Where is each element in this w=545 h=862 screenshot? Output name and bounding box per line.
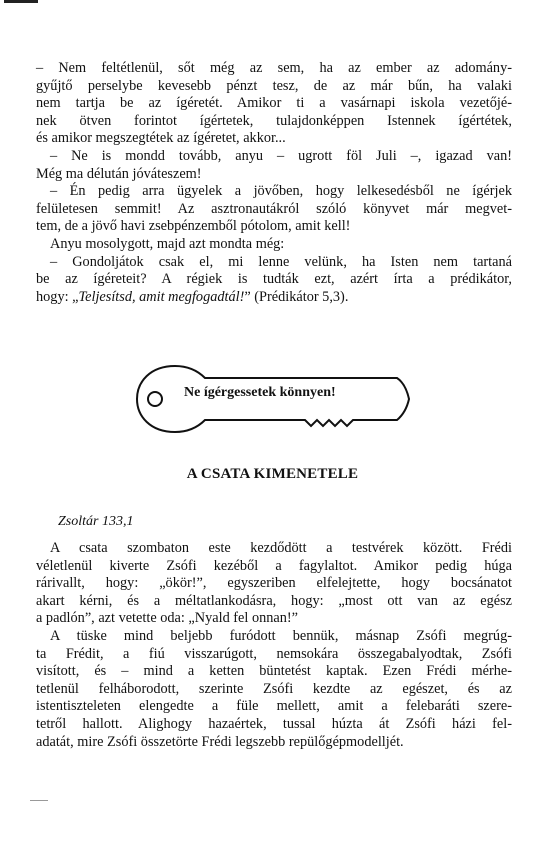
intro-lines-line: tem, de a jövő havi zsebpénzemből pótolom, amit kell! xyxy=(36,218,351,235)
story-lines-line: visított, és – mind a ketten büntetést kaptak. Ezen Frédi mérhe- xyxy=(36,663,512,680)
intro-lines-line: – Ne is mondd tovább, anyu – ugrott föl Juli –, igazad van! xyxy=(50,147,512,164)
intro-lines-line: nem tartja be az ígéretét. Amikor ti a vasárnapi iskola vezetőjé- xyxy=(36,95,512,112)
story-lines-line: tetről hallott. Alighogy hazaértek, tussal húzta át Zsófi házi fel- xyxy=(36,715,512,732)
story-text xyxy=(36,540,512,751)
intro-paragraph xyxy=(36,60,512,306)
intro-lines-line: – Nem feltétlenül, sőt még az sem, ha az ember az adomány- xyxy=(36,60,512,76)
story-lines-line: A csata szombaton este kezdődött a testvérek között. Frédi xyxy=(50,540,512,556)
story-lines-line: adatát, mire Zsófi összetörte Frédi legszebb repülőgépmodelljét. xyxy=(36,733,404,750)
intro-lines-line: hogy: „Teljesítsd, amit megfogadtál!” (Prédikátor 5,3). xyxy=(36,288,349,305)
story-paragraph xyxy=(36,540,512,751)
intro-text xyxy=(36,60,512,306)
intro-lines-line: be az ígéreteit? A régiek is tudták ezt, azért írta a prédikátor, xyxy=(36,271,512,288)
key-hole-icon xyxy=(148,392,162,406)
story-lines-line: tetlenül felháborodott, szerinte Zsófi kezdte az egészet, és az xyxy=(36,680,512,697)
story-lines-line: A tüske mind beljebb furódott bennük, másnap Zsófi megrúg- xyxy=(50,627,512,644)
story-lines-line: istentiszteleten elengedte a füle mellett, amit a felebaráti szere- xyxy=(36,698,512,715)
intro-lines-line: és amikor megszegtétek az ígéretet, akkor... xyxy=(36,130,286,147)
intro-lines-line: nek ötven forintot ígértetek, tulajdonképpen Istennek ígértétek, xyxy=(36,112,512,129)
intro-lines-line: – Gondoljátok csak el, mi lenne velünk, ha Isten nem tartaná xyxy=(50,253,512,270)
key-illustration xyxy=(135,360,415,438)
story-lines-line: ta Frédit, a fiú visszarúgott, nemsokára összegabalyodtak, Zsófi xyxy=(36,645,512,662)
story-lines-line: akart kérni, és a méltatlankodásra, hogy: „most ott van az egész xyxy=(36,592,512,609)
bible-reference: Zsoltár 133,1 xyxy=(58,514,134,529)
story-lines-line: rárivallt, hogy: „ökör!”, egyszeriben elfelejtette, hogy bocsánatot xyxy=(36,575,512,592)
section-heading: A CSATA KIMENETELE xyxy=(186,466,359,482)
key-motto: Ne ígérgessetek könnyen! xyxy=(184,385,336,400)
scan-edge-mark xyxy=(4,0,38,3)
intro-lines-line: – Én pedig arra ügyelek a jövőben, hogy lelkesedésből ne ígérjek xyxy=(50,183,512,200)
story-lines-line: a padlón”, azt vetette oda: „Nyald fel onnan!” xyxy=(36,610,298,627)
intro-lines-line: gyűjtő perselybe kevesebb pénzt tesz, de az már bűn, ha valaki xyxy=(36,77,512,94)
story-lines-line: véletlenül kiverte Zsófi kezéből a fagylaltot. Amikor pedig húga xyxy=(36,557,512,574)
intro-lines-line: felületesen semmit! Az asztronautákról szóló könyvet már megvet- xyxy=(36,200,512,217)
footer-mark xyxy=(30,800,48,801)
intro-lines-line: Anyu mosolygott, majd azt mondta még: xyxy=(50,235,285,252)
intro-lines-line: Még ma délután jóváteszem! xyxy=(36,165,202,182)
